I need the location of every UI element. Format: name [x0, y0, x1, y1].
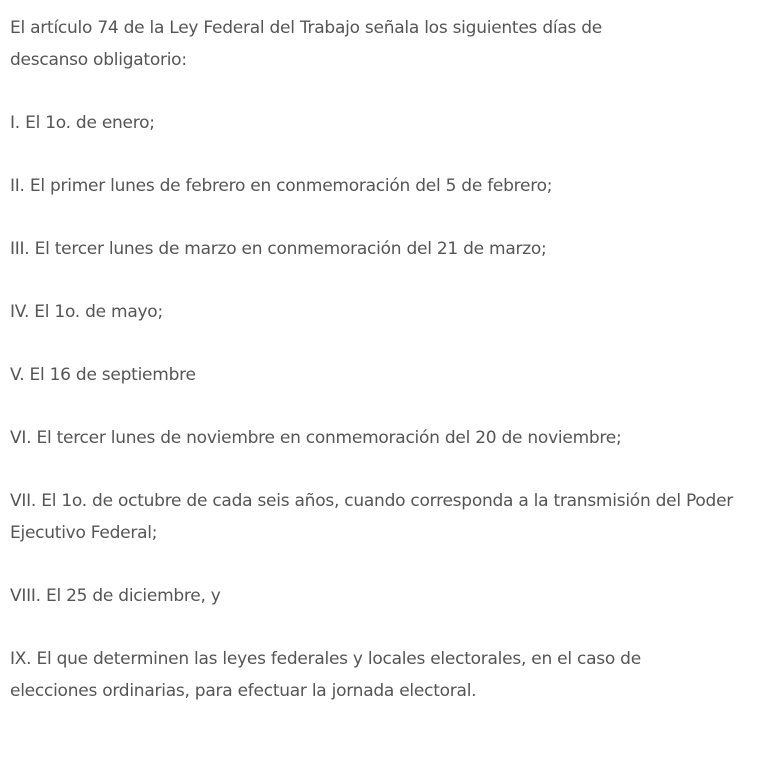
list-item-8: VIII. El 25 de diciembre, y: [10, 586, 221, 606]
intro-paragraph: El artículo 74 de la Ley Federal del Trabajo señala los siguientes días de descanso obligatorio:: [10, 18, 603, 70]
list-item-1: I. El 1o. de enero;: [10, 113, 155, 133]
list-item-9: IX. El que determinen las leyes federales y locales electorales, en el caso de elecciones ordinarias, para efectuar la jornada electoral.: [10, 649, 641, 701]
list-item-7: VII. El 1o. de octubre de cada seis años, cuando corresponda a la transmisión del Poder Ejecutivo Federal;: [10, 491, 734, 543]
list-item-6: VI. El tercer lunes de noviembre en conmemoración del 20 de noviembre;: [10, 428, 622, 448]
list-item-3: III. El tercer lunes de marzo en conmemoración del 21 de marzo;: [10, 239, 547, 259]
list-item-4: IV. El 1o. de mayo;: [10, 302, 163, 322]
list-item-2: II. El primer lunes de febrero en conmemoración del 5 de febrero;: [10, 176, 553, 196]
list-item-5: V. El 16 de septiembre: [10, 365, 196, 385]
